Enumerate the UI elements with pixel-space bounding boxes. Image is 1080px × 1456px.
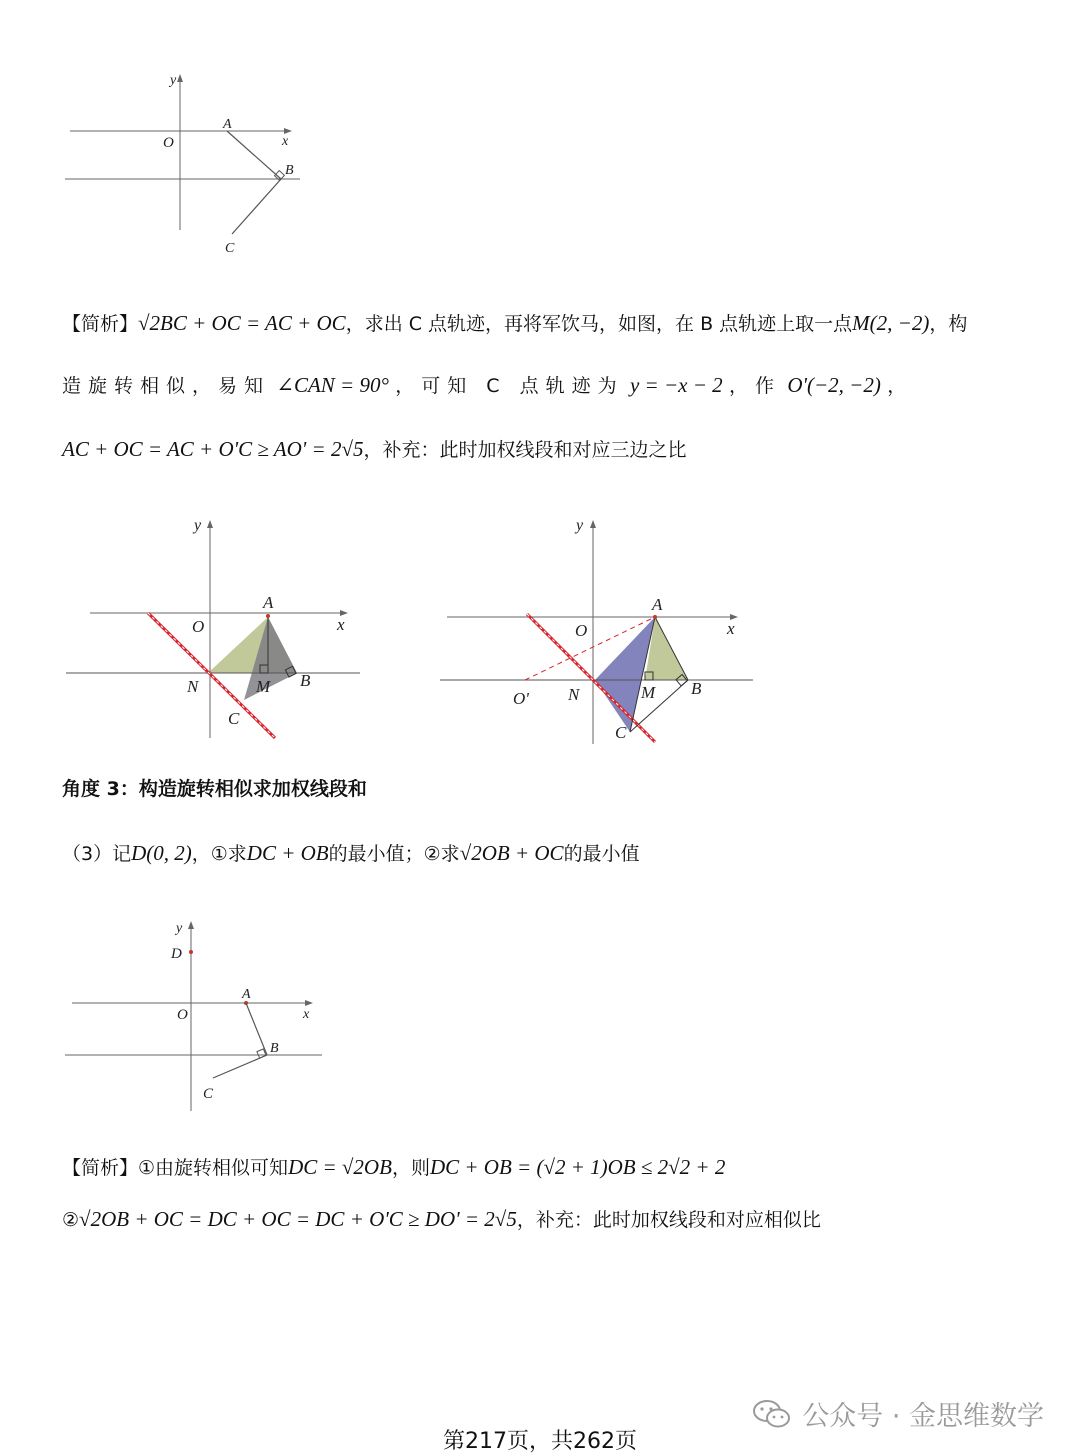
analysis-2-line-2: [62, 1204, 821, 1235]
figure-2: [60, 510, 370, 745]
label-c: C: [225, 241, 235, 256]
label-b: B: [270, 1041, 279, 1056]
point-a-dot: [653, 615, 657, 619]
label-y: y: [576, 517, 584, 534]
segment-bc: [213, 1055, 267, 1078]
label-o: O: [192, 617, 205, 636]
label-a: A: [263, 593, 274, 612]
point-a-dot: [266, 614, 270, 618]
page-footer: 第217页，共262页: [443, 1429, 637, 1454]
analysis-bracket: 【简析】: [62, 313, 139, 335]
minimum-expression: AC + OC = AC + O'C ≥ AO' = 2√5: [62, 437, 364, 461]
analysis-1-line-2: [62, 370, 906, 401]
y-axis-arrow: [207, 520, 213, 528]
figure-3: [435, 510, 765, 750]
label-a: A: [652, 595, 663, 614]
label-b: B: [285, 163, 294, 178]
expression-weighted: √2OB + OC: [459, 841, 564, 865]
similarity-relation: DC = √2OB: [288, 1155, 392, 1179]
label-d: D: [171, 946, 182, 962]
analysis-text: 造旋转相似，易知: [62, 375, 271, 397]
minimum-expression-2: √2OB + OC = DC + OC = DC + O'C ≥ DO' = 2√5: [79, 1207, 517, 1231]
analysis-text-end: ，构: [929, 313, 968, 335]
point-d: D(0, 2): [131, 841, 192, 865]
question-prefix: （3）记: [62, 843, 132, 865]
watermark-text: 公众号 · 金思维数学: [802, 1401, 1044, 1432]
analysis-1-line-1: [62, 308, 967, 339]
figure-3-svg: [435, 510, 765, 750]
label-m: M: [641, 683, 656, 702]
figure-1-svg: [60, 70, 320, 270]
section-heading: [62, 773, 367, 804]
label-c: C: [203, 1086, 214, 1102]
label-x: x: [337, 615, 345, 634]
question-part-2: 的最小值；②求: [328, 843, 460, 865]
label-n: N: [568, 685, 580, 704]
question-part-1: ，①求: [191, 843, 247, 865]
analysis-text-end: ，: [887, 375, 907, 397]
question-3: [62, 838, 640, 869]
segment-ab: [246, 1003, 267, 1055]
point-o-prime: O'(−2, −2): [787, 373, 881, 397]
label-m: M: [256, 677, 271, 696]
label-o-prime: O': [513, 689, 529, 708]
label-a: A: [242, 987, 251, 1002]
section-heading-text: 角度 3：构造旋转相似求加权线段和: [62, 778, 367, 800]
label-x: x: [727, 619, 735, 638]
label-b: B: [691, 679, 702, 698]
y-axis-arrow: [188, 921, 194, 929]
question-part-3: 的最小值: [563, 843, 640, 865]
analysis-bracket: 【简析】: [62, 1157, 139, 1179]
analysis-text-2: ，则: [391, 1157, 430, 1179]
segment-ab: [227, 131, 281, 179]
label-o: O: [177, 1007, 188, 1023]
label-o: O: [575, 621, 588, 640]
figure-4-svg: [60, 915, 330, 1115]
point-d-dot: [189, 950, 193, 954]
figure-4: [60, 915, 330, 1115]
analysis-text: ，作: [728, 375, 781, 397]
label-a: A: [223, 117, 232, 132]
circled-two: ②: [62, 1209, 80, 1231]
label-c: C: [615, 723, 627, 742]
analysis-text: ，可知 C 点轨迹为: [395, 375, 624, 397]
figure-2-svg: [60, 510, 370, 745]
label-b: B: [300, 671, 311, 690]
label-x: x: [282, 134, 289, 149]
y-axis-arrow: [590, 520, 596, 528]
locus-equation: y = −x − 2: [629, 373, 723, 397]
label-x: x: [303, 1007, 310, 1022]
analysis-text: ①由旋转相似可知: [138, 1157, 289, 1179]
angle-can: ∠CAN = 90°: [276, 373, 389, 397]
segment-bc: [232, 179, 281, 234]
label-y: y: [176, 921, 183, 936]
analysis-2-line-1: [62, 1152, 725, 1183]
inequality-expression: DC + OB = (√2 + 1)OB ≤ 2√2 + 2: [429, 1155, 726, 1179]
label-o: O: [163, 135, 174, 151]
y-axis-arrow: [177, 74, 183, 82]
analysis-supplement: ，补充：此时加权线段和对应三边之比: [363, 439, 687, 461]
analysis-1-line-3: [62, 434, 686, 465]
label-n: N: [187, 677, 199, 696]
weighted-sum-expression: √2BC + OC = AC + OC: [138, 311, 346, 335]
label-y: y: [194, 517, 202, 534]
label-c: C: [228, 709, 240, 728]
point-m: M(2, −2): [852, 311, 930, 335]
analysis-text: ，求出 C 点轨迹，再将军饮马，如图，在 B 点轨迹上取一点: [345, 313, 853, 335]
expression-dc-ob: DC + OB: [246, 841, 329, 865]
analysis-supplement: ，补充：此时加权线段和对应相似比: [516, 1209, 821, 1231]
x-axis-arrow: [305, 1000, 313, 1006]
label-y: y: [170, 73, 177, 88]
figure-1: [60, 70, 320, 270]
